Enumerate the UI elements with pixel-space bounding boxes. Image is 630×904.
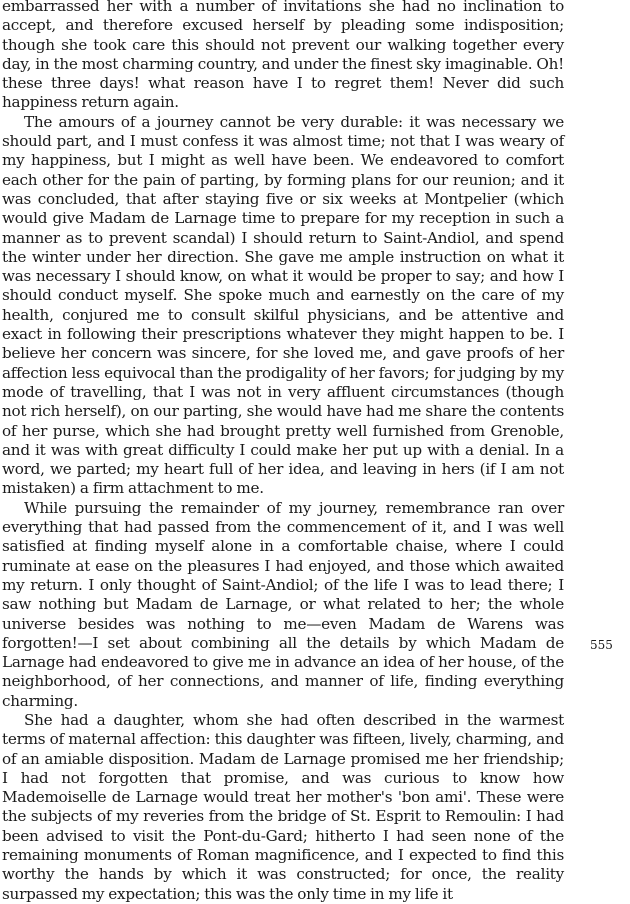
paragraph-4: She had a daughter, whom she had often described in the warmest terms of maternal affection: this daughter was fifteen, lively, charming, and of an amiable disposition. Madam de Larnage promised me her friendship; I had not forgotten that promise, and was curious to know how Mademoiselle de Larnage would treat her mother's 'bon ami'. These were the subjects of my reveries from the bridge of St. Esprit to Remoulin: I had been advised to visit the Pont-du-Gard; hitherto I had seen none of the remaining monuments of Roman magnificence, and I expected to find this worthy the hands by which it was constructed; for once, the reality surpassed my expectation; this was the only time in my life it [2, 710, 564, 903]
document-body [2, 0, 564, 904]
page-number: 555 [590, 638, 613, 652]
paragraph-1: embarrassed her with a number of invitations she had no inclination to accept, and therefore excused herself by pleading some indisposition; though she took care this should not prevent our walking together every day, in the most charming country, and under the finest sky imaginable. Oh! these three days! what reason have I to regret them! Never did such happiness return again. [2, 0, 564, 112]
paragraph-3: While pursuing the remainder of my journey, remembrance ran over everything that had passed from the commencement of it, and I was well satisfied at finding myself alone in a comfortable chaise, where I could ruminate at ease on the pleasures I had enjoyed, and those which awaited my return. I only thought of Saint-Andiol; of the life I was to lead there; I saw nothing but Madam de Larnage, or what related to her; the whole universe besides was nothing to me—even Madam de Warens was forgotten!—I set about combining all the details by which Madam de Larnage had endeavored to give me in advance an idea of her house, of the neighborhood, of her connections, and manner of life, finding everything charming. [2, 498, 564, 710]
paragraph-2: The amours of a journey cannot be very durable: it was necessary we should part, and I must confess it was almost time; not that I was weary of my happiness, but I might as well have been. We endeavored to comfort each other for the pain of parting, by forming plans for our reunion; and it was concluded, that after staying five or six weeks at Montpelier (which would give Madam de Larnage time to prepare for my reception in such a manner as to prevent scandal) I should return to Saint-Andiol, and spend the winter under her direction. She gave me ample instruction on what it was necessary I should know, on what it would be proper to say; and how I should conduct myself. She spoke much and earnestly on the care of my health, conjured me to consult skilful physicians, and be attentive and exact in following their prescriptions whatever they might happen to be. I believe her concern was sincere, for she loved me, and gave proofs of her affection less equivocal than the prodigality of her favors; for judging by my mode of travelling, that I was not in very affluent circumstances (though not rich herself), on our parting, she would have had me share the contents of her purse, which she had brought pretty well furnished from Grenoble, and it was with great difficulty I could make her put up with a denial. In a word, we parted; my heart full of her idea, and leaving in hers (if I am not mistaken) a firm attachment to me. [2, 112, 564, 498]
